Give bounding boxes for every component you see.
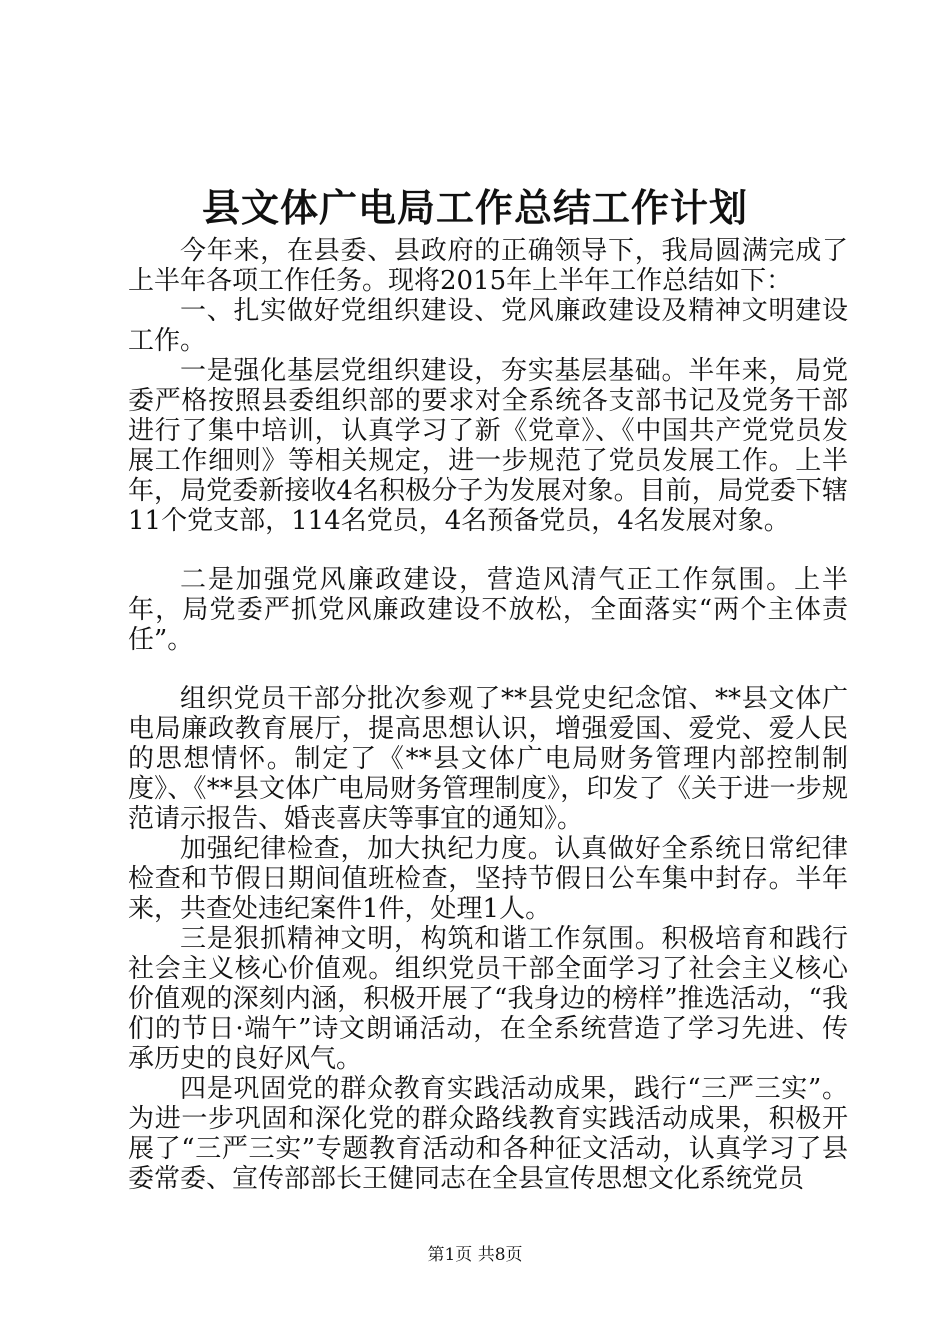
page-number: 第1页 共8页 xyxy=(427,1245,523,1265)
paragraph-education-visits: 组织党员干部分批次参观了**县党史纪念馆、**县文体广电局廉政教育展厅，提高思想认识，增强爱国、爱党、爱人民的思想情怀。制定了《**县文体广电局财务管理内部控制制度》、《**县文体广电局财务管理制度》，印发了《关于进一步规范请示报告、婚丧喜庆等事宜的通知》。 xyxy=(128,684,848,834)
document-body xyxy=(128,236,848,1194)
paragraph-party-organization: 一是强化基层党组织建设，夯实基层基础。半年来，局党委严格按照县委组织部的要求对全系统各支部书记及党务干部进行了集中培训，认真学习了新《党章》、《中国共产党党员发展工作细则》等相关规定，进一步规范了党员发展工作。上半年，局党委新接收4名积极分子为发展对象。目前，局党委下辖11个党支部，114名党员，4名预备党员，4名发展对象。 xyxy=(128,356,848,536)
paragraph-section-heading: 一、扎实做好党组织建设、党风廉政建设及精神文明建设工作。 xyxy=(128,296,848,356)
document-title: 县文体广电局工作总结工作计划 xyxy=(201,185,748,230)
paragraph-civilization: 三是狠抓精神文明，构筑和谐工作氛围。积极培育和践行社会主义核心价值观。组织党员干部全面学习了社会主义核心价值观的深刻内涵，积极开展了“我身边的榜样”推选活动，“我们的节日·端午”诗文朗诵活动，在全系统营造了学习先进、传承历史的良好风气。 xyxy=(128,924,848,1074)
paragraph-discipline: 加强纪律检查，加大执纪力度。认真做好全系统日常纪律检查和节假日期间值班检查，坚持节假日公车集中封存。半年来，共查处违纪案件1件，处理1人。 xyxy=(128,834,848,924)
paragraph-three-stricts: 四是巩固党的群众教育实践活动成果，践行“三严三实”。为进一步巩固和深化党的群众路线教育实践活动成果，积极开展了“三严三实”专题教育活动和各种征文活动，认真学习了县委常委、宣传部部长王健同志在全县宣传思想文化系统党员 xyxy=(128,1074,848,1194)
paragraph-intro: 今年来，在县委、县政府的正确领导下，我局圆满完成了上半年各项工作任务。现将2015年上半年工作总结如下： xyxy=(128,236,848,296)
paragraph-integrity: 二是加强党风廉政建设，营造风清气正工作氛围。上半年，局党委严抓党风廉政建设不放松，全面落实“两个主体责任”。 xyxy=(128,565,848,655)
